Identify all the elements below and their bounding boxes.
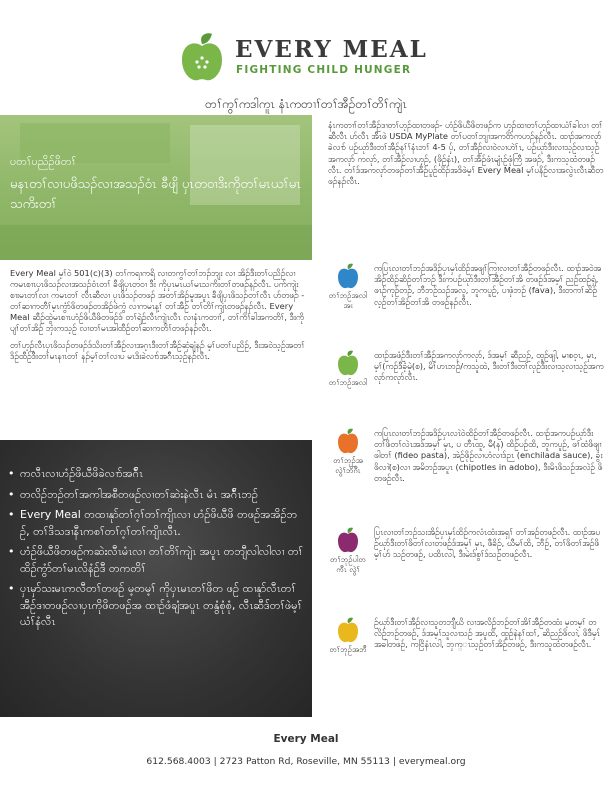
food-group-label: တၢ်ဘုဉ်ပါတကီၤ လွဲၢ် <box>329 555 367 574</box>
footer-address: 2723 Patton Rd, Roseville, MN 55113 <box>219 756 390 767</box>
footer-separator: | <box>213 756 217 767</box>
mission-label: ပတၢ်ပညိဉ်ဖိတၢ် <box>10 155 77 168</box>
key-points-panel <box>0 440 312 717</box>
food-group-label: တၢ်ဘဉ်အလါ အး <box>328 291 368 310</box>
food-group-label: တၢ်ဘဉ်အလါ <box>328 378 368 387</box>
orange-apple-icon <box>337 428 359 454</box>
mission-statement: မနၤတၢ်လၢပဖိသၣ်လၢအသၣ်ဝံၤ ခီဖျိ ပှၤတဝၢဒိးကိုတၢ်မၤယၢ်မၤသကိးတၢ် <box>10 177 302 212</box>
brand-name: EVERY MEAL <box>235 36 428 63</box>
list-item: • တလိဉ်ဘဉ်တၢ်အကါအစီတဖဉ်လၢတၢ်ဆဲးနဲလီၤ မံၤ အဂ်ီၤဘဉ် <box>8 487 304 504</box>
logo <box>180 28 440 88</box>
purple-apple-icon <box>337 527 359 553</box>
food-group-description: ကပြၤလၢတၢ်ဘဉ်အဒိဉ်ပှၤမှၤ်ထိဉ်အဖျၢ်ကြၢလၢတၢ်အီဉ်တဖဉ်လီၤ. ထၢဉ်အဝဲအအိဉ်ထိဉ်ဆိဉ်တၢ်ဘဉ် ဒီးကပဉ်ဃုာ်ဒီးတၢ်အီဉ်တၢ်အိ တဖဉ်ဒ်အမ့ၢ် ညဉ်ထဉ်ရှံ, ဖၤဉ်ကုဉ်တဉ်, ဘီဘဉ်သဉ်အလူ, ဘူကပူဉ်, ပၢဖှံဘဉ် (fava), ဒီးတကၢ်ဆိဉ်လ့ဉ်တၢ်အိဉ်တၢ်အိ တဖဉ်နၣ်လီၤ. <box>374 263 602 307</box>
apple-icon <box>180 32 224 82</box>
food-group-label: တၢ်ဘုဉ်အ လွဲၢ်ဘိဂီၤ <box>333 456 363 475</box>
blue-apple-icon <box>337 263 359 289</box>
intro-paragraph: တၢ်ဟ့ဉ်လီၤပှၤဖိသၣ်တဖၣ်ဒ်သိးတၢ်အီဉ်လၢအဂ့ၤဒီးတၢ်အီဉ်ဆှံချံနၣ် မ့ၢ်ပတၢ်ပညိဉ်, ဒီးအဝဲသ့ဉ်အတၢ်ဒိဉ်ထီဉ်ဒီးတၢ်မၤနၢၤတၢ် နၣ်မ့ၢ်တၢ်လၢပ မၤဒိးခဲလၢာ်အဂ်ီၤသ့ဉ်နၣ်လီၤ. <box>10 340 305 361</box>
list-item: • ဟံဉ်ဖိယီဖိတဖဉ်ကဆဲးလီၤမံၤလၢ တၢ်တိၢ်ကျဲၤ အပူၤ တဘျီလါလါလၢ တၢ်ထိဉ်ကွံာ်တၢ်မၤလိနံဉ်ဒီ တကတိၢ် <box>8 544 304 577</box>
footer-org-name: Every Meal <box>273 733 339 745</box>
food-group-description: ထၢဉ်အဖံဉ်ဒီးတၢ်အီဉ်အကလုာ်ကလုာ်, ဒ်အမ့ၢ် ဆီညဉ်, ထူဉ်ဖျါ, မၢစဝ့ၤ, မှၤ, မ့ၢ်(ကဉ်ဒီခံ့မဲ့(စ), မိၢ်ဟၤဘဉ်/ကသူထဲ, ဒီးတၢ်ဒီးတၢ်လှဉ်ဒီးလၢသ့လၢသ့ဉ်အကလုာ်ကလုာ်လီၤ. <box>374 350 604 383</box>
page-subtitle: တၢ်ကွၢ်ကဒါကူၤ နံၤကတၢၢ်တၢ်အီဉ်တၢ်တိၢ်ကျဲၤ <box>205 97 407 111</box>
footer-website[interactable]: everymeal.org <box>398 756 466 767</box>
food-group-label: တၢ်ဘုဉ်အဘီ <box>329 645 367 654</box>
food-group-description: ဉ်ဃုာ်ဒီးတၢ်အီဉ်လၢသူတဘျီဃိ လၢအလိဉ်ဘဉ်တၢ်အိၢ်အီဉ်တထံး မ့တမ့ၢ် တလိဉ်ဘဉ်တဖဉ်, ဒ်အမ့ၢ်သူလၢသဉ် အပူထိ, ထူဉ်နဲနၢ်ထၢ်, ဆိညဉ်ဖိလၢဲ, ဖိဒီမှၤ်အခါတဖဉ်, ကငြိနံၤလါ, ဘှက္ၤသ့ဉ်တၢ်အိဉ်တဖဉ်, ဒီးကသူထံတဖဉ်လီၤ. <box>374 617 600 650</box>
footer-separator: | <box>392 756 396 767</box>
hero-banner <box>0 115 312 260</box>
list-item: • ကလီၤလၢဟံဉ်ဖိယီဖိခဲလၢာ်အဂ်ီၤ <box>8 466 304 483</box>
food-group-description: ကပြၤလၢတၢ်ဘဉ်အဒိဉ်ပှၤလၤဲဝဲထိဉ်တၢ်အီဉ်တဖဉ်လီၤ. ထၢဉ်အကပဉ်ဃုာ်ဒီးတၢ်ဖိတၢ်လဲၤအဒ်အမ့ၢ် မှၤ, ပ တီၤထူ, မီ(န) ထိဉ်ပဉ်ထိ, ဘူကပူဉ်, ဖၢ်ထံဖိဖျၢဖါတၢ် (fideo pasta), အဲဉ်ဖိုဉ်လၢဟံလၢဒ်ဉၤ (enchilada sauce), ခွံး ဖိလၢဲ(စ)လၢ အမိဘဉ်အပူၤ (chipotles in adobo), ဒီးမိၤဖိသဉ်အလဲဉ် ဖိတဖဉ်လီၤ. <box>374 428 603 483</box>
brand-tagline: FIGHTING CHILD HUNGER <box>236 64 412 76</box>
intro-paragraph: Every Meal မ့ၢ်ဝဲ 501(c)(3) တၢ်ကရၢကရိ လၢတကွၢ်တၢ်ဘၣ်ဘျး လၢ အိဉ်ဒီးတၢ်ပညိဉ်လၢ ကမၤစၢၤပှၤဖိသၣ်လၢအသၣ်ဝံၤတၢ် ခီဖျိပှၤတဝၢ ဒီး ကိုပှၤမၤယၢ်မၤသကိးတၢ်တဖၣ်နၣ်လီၤ. ပက်ကျဲးစၢးမၤတၢ်လၢ ကမၤတၢ် လီၤဆီလၢ ပှၤဖိသၣ်တဖၣ် အတၢ်အိဉ်မူအပူၤ ခီဖျိပှၤဖိသၣ်တၢ်လီၤ ဟ်တဖၣ် - တၢ်ဆၢကတီၢ်မ့ၤကွံာ်ဖိတဖၣ်တအိဉ်ဖဲကွံ လၢကမၤန့ၢ် တၢ်အီဉ် တၢ်တိၢ်ကျဲၤတဖၣ်နၣ်လီၤ. Every Meal ဆီဉ်ထွဲမၤစၢၤဟံဉ်ဖိယီဖိတဖၣ်ဒ် တၢ်ရဲဉ်လီၤကျဲၤလီၤ လၢနံၤကတၢၢ်, တၢ်ကိၢ်ခါအကတိၢ်, ဒီးကိုပျၢ်တၢ်အိဉ် ဘှံးကသ့ဉ် လၢတၢ်မၤအါထီဉ်တၢ်ဆၢကတိၢ်တဖၣ်နၣ်လီၤ. <box>10 268 305 333</box>
food-group-description: ပြၤလၢတၢ်ဘဉ်သးအိဉ်ပှၤမှၤ်ထိဉ်ကလံၤထံးအရှၢ် တၢ်အဉ်တဖဉ်လီၤ. ထၢဉ်အပဉ်ဃုာ်ဒီးတၢ်ဖိတၢ်လၢတဖဉ်ဒ်အမ့ၢ် မှၤ, ဖီခိဉ်, ဃီမၢ်ထိ, ဘီဉ်, တၢ်ဖိတၢ်အဉ်ဖိမ့ၢ်ဟ် သဉ်တဖဉ်, ပထိၤလါ, ဒီးမဲးဒ်စွၢ်ဒ်သဉ်တဖဉ်လီၤ. <box>374 527 601 560</box>
key-points-list <box>8 466 304 635</box>
list-item: • ပှၤမှာ်သးမၤကလီတၢ်တဖဉ် မ့တမ့ၢ် ကိုပှၤမၤတၢ်ဖိတ ဖဉ် ထၢနုာ်လီၤတၢ်အီဉ်ဒၢတဖဉ်လၢပှၤကိုဖိတဖဉ်အ ထၢဉ်ဖံချံအပူၤ တနွံစုံစုံ, လီၤဆီဒ်တၢ်ဖဲမ့ၢ်ယံၢ်နံလီၤ <box>8 581 304 631</box>
footer-contact <box>0 756 612 767</box>
intro-text <box>10 268 306 368</box>
list-item: • Every Meal တထၢနုာ်တၢ်ဂ့ၢ်တၢ်ကျိၤလၢ ဟံဉ်ဖိယီဖိ တဖဉ်အအိဉ်ဘဉ်, တၢ်ဒိသဒၢနီၤကစၢ်တၢ်ဂ့ၢ်တၢ်ကျိၤလီၤ. <box>8 507 304 540</box>
footer-phone: 612.568.4003 <box>146 756 211 767</box>
green-apple-icon <box>337 350 359 376</box>
meal-bag-description: နံၤကတၢၢ်တၢ်အီဉ်ဒၢတၢ်ဟ့ၣ်ထၢတဖၣ်- ဟံဉ်ဖိယီဖိတဖၣ်က ဟ့ၣ်ထၢတၢ်ဟ့ၣ်ထၢယံၢ်ခါလၢ တၢ်ဆီလီၤ ဟ်လီၤ အီၤဖဲ USDA MyPlate တၢ်ပတၢ်ဘျၢအကဝိာ်ကဟၣ်နၣ်လီၤ. ထၢၣ်အကလုာ်ခဲလၢာ် ပဉ်ဃုာ်ဒီးတၢ်အီဉ်နၢ်ၢ်နံၤဘၢ် 4-5 ပှ်, တၢ်အီဉ်လၢဝဲလၢဟဲၢ်ၤ, ပဉ်ဃုာ်ဒီးလၢသ့ဉ်လၢသ့ဉ် အကလုာ် ကလုာ်, တၢ်အီဉ်လၢဟ့ဉ်, (ဖိုဉ်နံၤ), တၢ်အီဉ်ဖံၤမျံၤဉ်ဖုံကြီ အဖၣ်, ဒီးကသ့ထံတဖၣ်လီၤ. တၢ်ဒ်အကလုာ်တဖၣ်တၢ်အီဉ်ပူဉ်ထိၣ်အဒိဖဲမ့ၢ် Every Meal မ့ၢ်ပနိဉ်လၢအလွဲၤလီၤဆီတဖၣ်နၣ်လီၤ. <box>328 120 604 187</box>
yellow-apple-icon <box>337 617 359 643</box>
